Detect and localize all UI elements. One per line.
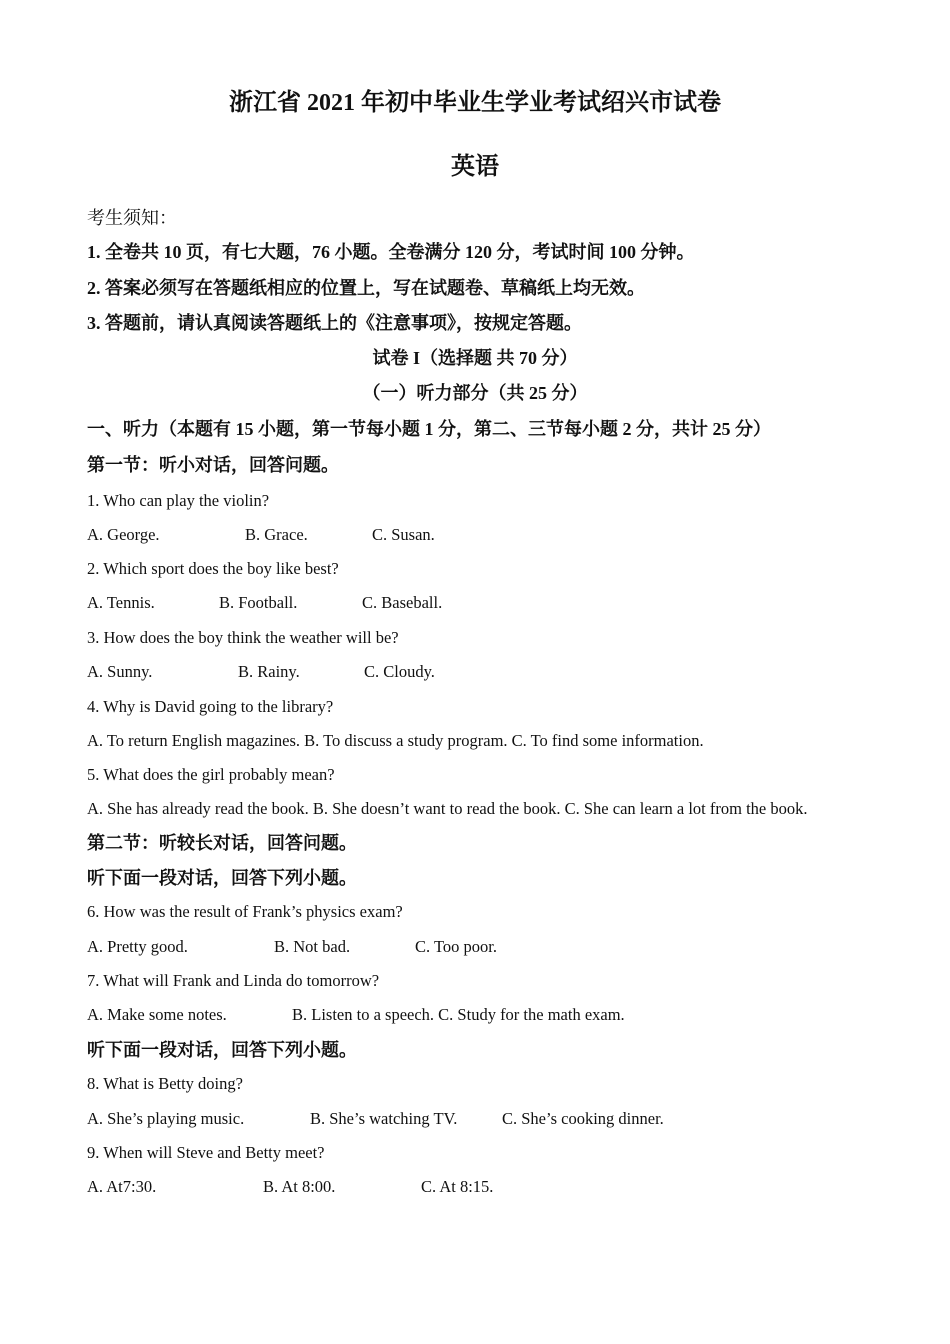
question-4: 4. Why is David going to the library? bbox=[87, 697, 334, 716]
question-2: 2. Which sport does the boy like best? bbox=[87, 559, 339, 578]
question-1: 1. Who can play the violin? bbox=[87, 491, 270, 510]
option-c: C. She’s cooking dinner. bbox=[502, 1109, 664, 1128]
question-8: 8. What is Betty doing? bbox=[87, 1074, 243, 1093]
subject-title: 英语 bbox=[451, 154, 499, 180]
instruction-a: 听下面一段对话，回答下列小题。 bbox=[87, 868, 357, 888]
option-b: B. Not bad. bbox=[274, 937, 351, 956]
option-a: A. Sunny. bbox=[87, 662, 153, 681]
question-9: 9. When will Steve and Betty meet? bbox=[87, 1143, 325, 1162]
subsection-1-title: 第一节：听小对话，回答问题。 bbox=[87, 455, 339, 475]
option-c: C. At 8:15. bbox=[421, 1177, 494, 1196]
question-5-options: A. She has already read the book. B. She doesn’t want to read the book. C. She can learn a lot from the book. bbox=[87, 799, 808, 818]
subsection-2-title: 第二节：听较长对话，回答问题。 bbox=[87, 833, 357, 853]
option-a: A. At7:30. bbox=[87, 1177, 157, 1196]
option-a: A. George. bbox=[87, 525, 160, 544]
question-6: 6. How was the result of Frank’s physics exam? bbox=[87, 902, 403, 921]
option-c: C. Too poor. bbox=[415, 937, 497, 956]
question-7: 7. What will Frank and Linda do tomorrow? bbox=[87, 971, 380, 990]
question-1-options bbox=[87, 525, 435, 545]
question-4-options: A. To return English magazines. B. To discuss a study program. C. To find some information. bbox=[87, 731, 704, 750]
question-2-options bbox=[87, 593, 442, 613]
option-b: B. She’s watching TV. bbox=[310, 1109, 458, 1128]
question-7-options bbox=[87, 1005, 625, 1025]
section-title: 一、听力（本题有 15 小题，第一节每小题 1 分，第二、三节每小题 2 分，共计 25 分） bbox=[87, 419, 771, 439]
option-bc: B. Listen to a speech. C. Study for the math exam. bbox=[292, 1005, 625, 1024]
option-a: A. Pretty good. bbox=[87, 937, 188, 956]
question-9-options bbox=[87, 1177, 493, 1197]
notice-item-1: 1. 全卷共 10 页，有七大题，76 小题。全卷满分 120 分，考试时间 100 分钟。 bbox=[87, 242, 695, 262]
option-b: B. Football. bbox=[219, 593, 298, 612]
option-b: B. At 8:00. bbox=[263, 1177, 336, 1196]
page-title: 浙江省 2021 年初中毕业生学业考试绍兴市试卷 bbox=[229, 90, 721, 116]
question-3: 3. How does the boy think the weather will be? bbox=[87, 628, 399, 647]
option-c: C. Baseball. bbox=[362, 593, 443, 612]
question-8-options bbox=[87, 1109, 664, 1129]
option-c: C. Susan. bbox=[372, 525, 435, 544]
instruction-b: 听下面一段对话，回答下列小题。 bbox=[87, 1040, 357, 1060]
option-a: A. She’s playing music. bbox=[87, 1109, 245, 1128]
question-3-options bbox=[87, 662, 435, 682]
option-c: C. Cloudy. bbox=[364, 662, 435, 681]
question-5: 5. What does the girl probably mean? bbox=[87, 765, 335, 784]
listening-title: （一）听力部分（共 25 分） bbox=[362, 383, 588, 403]
option-a: A. Tennis. bbox=[87, 593, 155, 612]
notice-heading: 考生须知： bbox=[87, 208, 177, 228]
question-6-options bbox=[87, 937, 497, 957]
option-b: B. Rainy. bbox=[238, 662, 300, 681]
option-a: A. Make some notes. bbox=[87, 1005, 227, 1024]
option-b: B. Grace. bbox=[245, 525, 308, 544]
part-title: 试卷 I（选择题 共 70 分） bbox=[372, 348, 578, 368]
notice-item-2: 2. 答案必须写在答题纸相应的位置上，写在试题卷、草稿纸上均无效。 bbox=[87, 278, 645, 298]
notice-item-3: 3. 答题前，请认真阅读答题纸上的《注意事项》，按规定答题。 bbox=[87, 313, 582, 333]
